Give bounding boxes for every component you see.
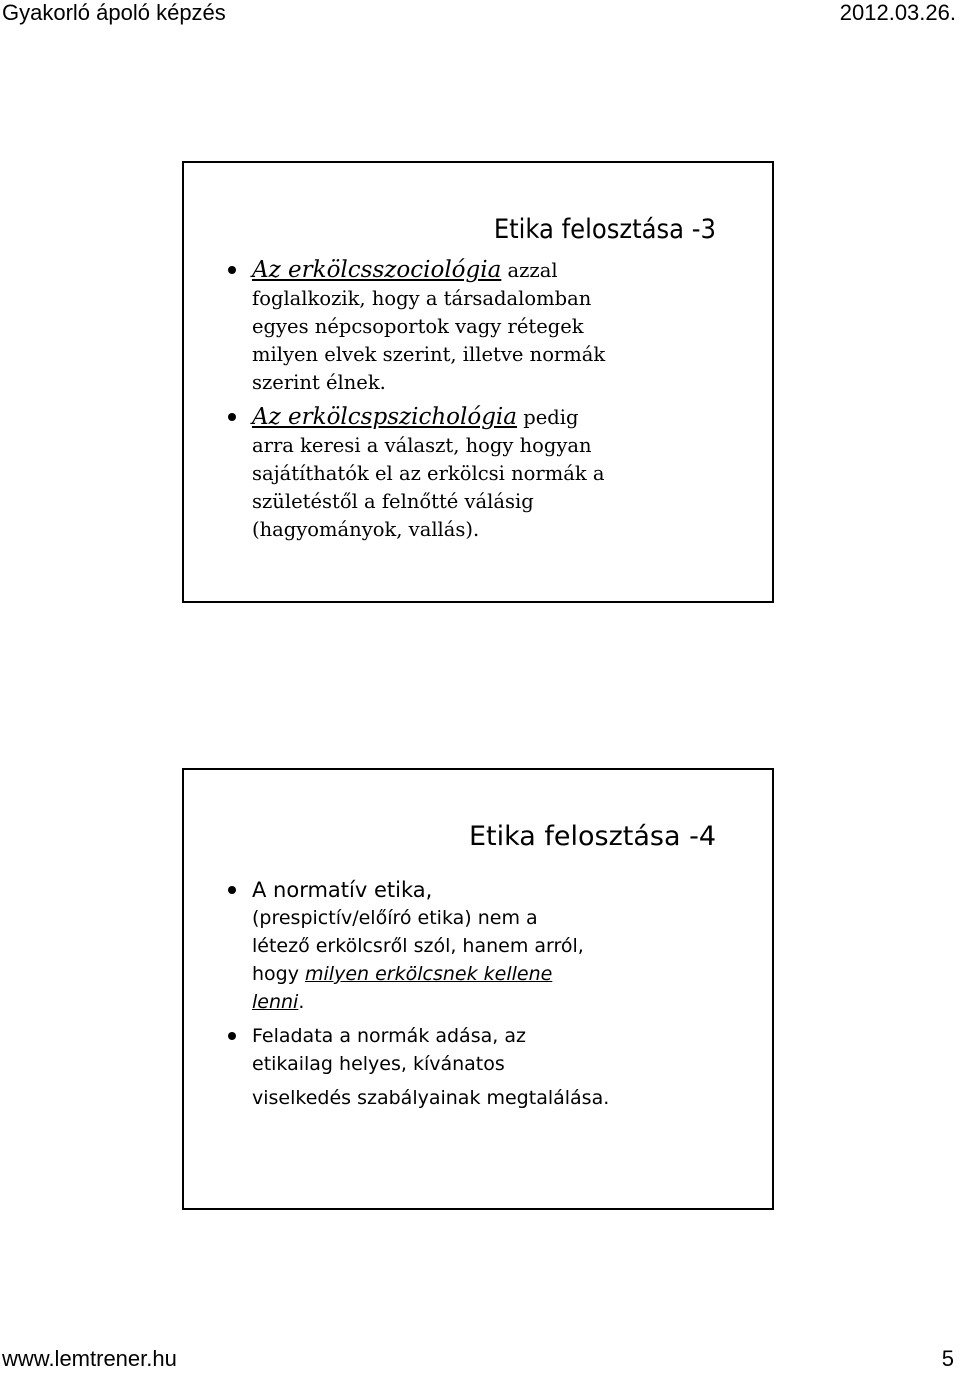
bullet-text: egyes népcsoportok vagy rétegek [252,315,584,338]
bullet-dot-icon [228,413,236,421]
bullet-dot-icon [228,266,236,274]
footer-website: www.lemtrener.hu [2,1346,177,1371]
bullet-text: azzal [501,259,558,282]
emphasis-text: milyen erkölcsnek kellene [305,963,553,985]
bullet-text: (prespictív/előíró etika) nem a [252,907,538,929]
bullet-item-erkolcspszichologia [226,403,742,544]
bullet-text: születéstől a felnőtté válásig [252,490,534,513]
bullet-item-normativ-etika [226,876,742,1016]
bullet-dot-icon [228,1032,236,1040]
slide-etika-4 [182,768,774,1210]
slide-etika-3 [182,161,774,603]
bullet-text: Feladata a normák adása, az [252,1025,526,1047]
bullet-text: milyen elvek szerint, illetve normák [252,343,606,366]
bullet-text: viselkedés szabályainak megtalálása. [252,1087,610,1109]
bullet-item-feladata [226,1022,742,1112]
bullet-text: . [298,991,305,1013]
bullet-text: pedig [517,406,579,429]
bullet-list [226,256,742,550]
page-number: 5 [941,1346,954,1371]
bullet-text: szerint élnek. [252,371,386,394]
bullet-text: hogy [252,963,306,985]
bullet-text: (hagyományok, vallás). [252,518,480,541]
slide-title: Etika felosztása -4 [468,821,716,852]
header-course-title: Gyakorló ápoló képzés [2,0,226,25]
slide-title: Etika felosztása -3 [493,214,716,245]
header-date: 2012.03.26. [839,0,956,25]
bullet-text: etikailag helyes, kívánatos [252,1053,505,1075]
bullet-text: sajátíthatók el az erkölcsi normák a [252,462,605,485]
bullet-item-erkolcsszociologia [226,256,742,397]
term-erkolcsszociologia: Az erkölcsszociológia [252,257,502,283]
bullet-lead: A normatív etika, [252,878,433,902]
bullet-dot-icon [228,886,236,894]
bullet-text: foglalkozik, hogy a társadalomban [252,287,592,310]
bullet-text: létező erkölcsről szól, hanem arról, [252,935,584,957]
term-erkolcspszichologia: Az erkölcspszichológia [252,404,518,430]
bullet-list [226,876,742,1118]
bullet-text: arra keresi a választ, hogy hogyan [252,434,592,457]
emphasis-text: lenni [252,991,299,1013]
